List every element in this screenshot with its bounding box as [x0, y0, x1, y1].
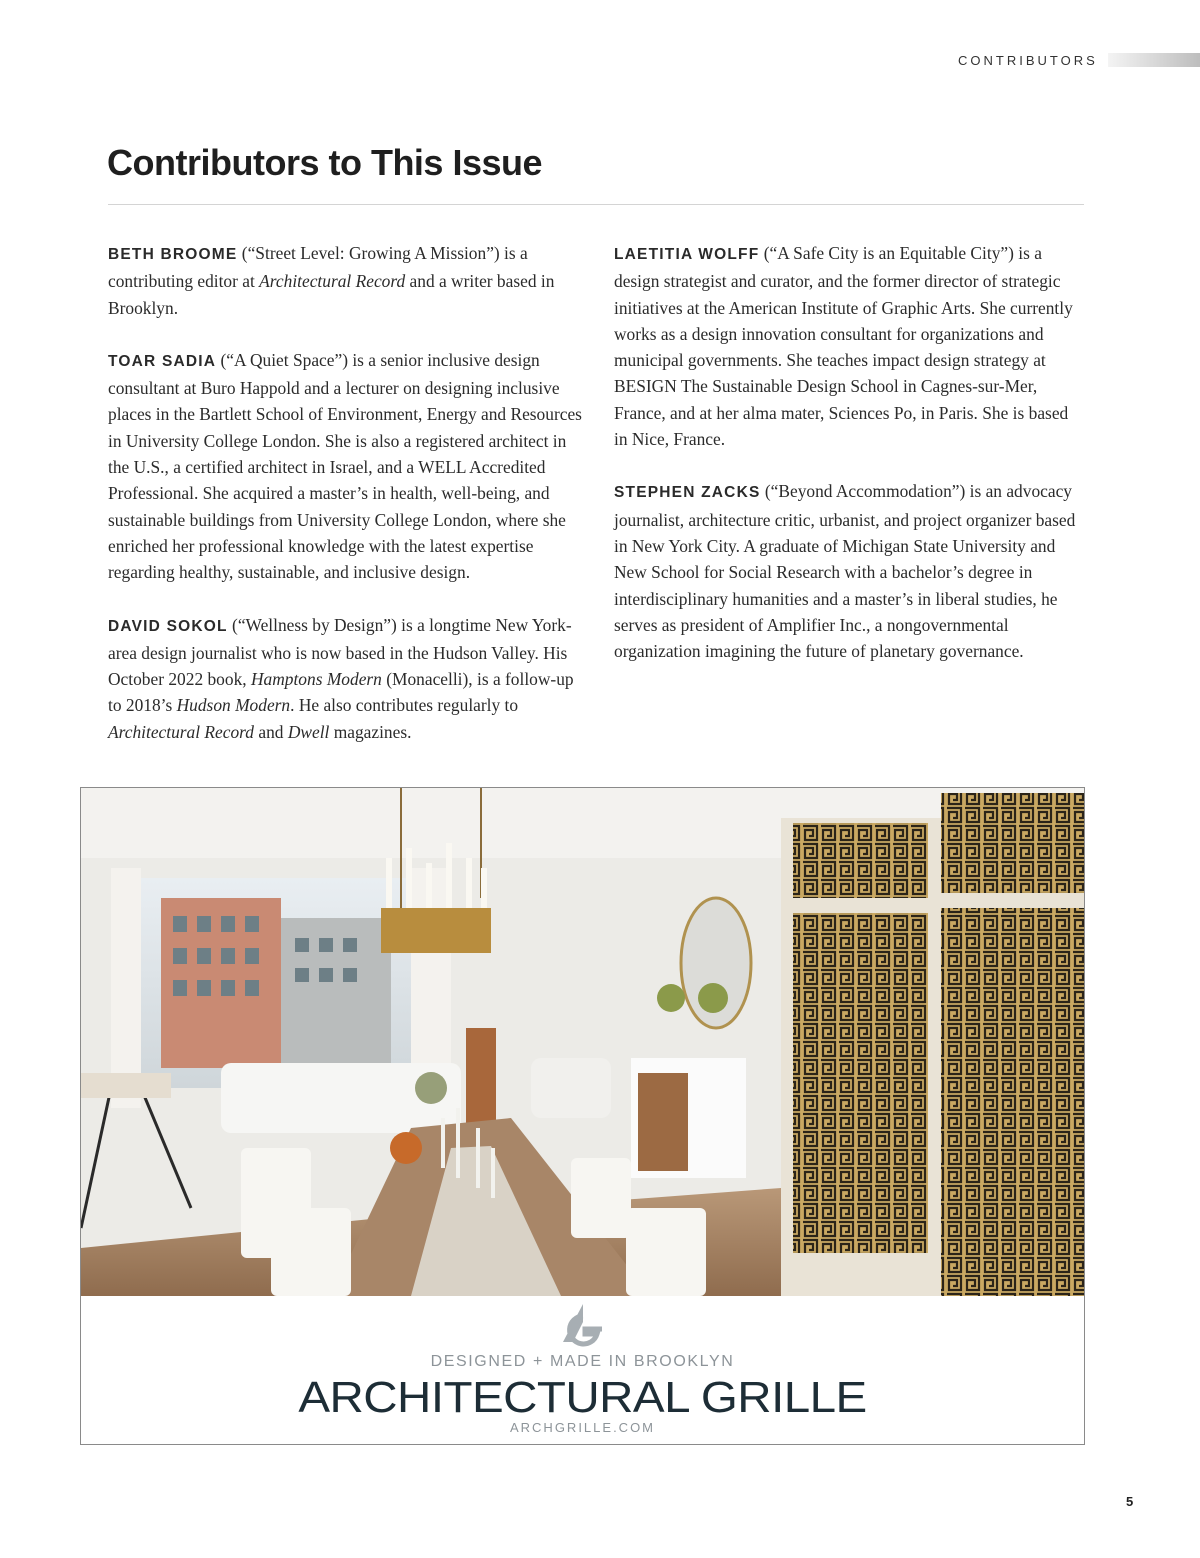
running-head-bar [1108, 53, 1200, 67]
bio-text: . He also contributes regularly to [290, 695, 519, 716]
ad-brand-name: ARCHITECTURAL GRILLE [298, 1373, 867, 1422]
left-column [108, 240, 584, 771]
ad-url-link[interactable]: ARCHGRILLE.COM [509, 1420, 656, 1435]
bio-text: (Monacelli), is a follow-up to 2018’s [108, 669, 574, 716]
contributor-name: DAVID SOKOL [108, 617, 228, 635]
bio-text: (“Street Level: Growing A Mission”) is a contributing editor at [108, 243, 528, 292]
bio-text: (“Wellness by Design”) is a longtime New York-area design journalist who is now based in the Hudson Valley. His October 2022 book, [108, 614, 572, 690]
bio-stephen-zacks [614, 478, 1084, 664]
bio-text: (“A Safe City is an Equitable City”) is a design strategist and curator, and the former director of strategic initiatives at the American Institute of Graphic Arts. She currently works as a design innovation consultant for organizations and municipal governments. She teaches impact design strategy at BESIGN The Sustainable Design School in Cagnes-sur-Mer, France, and at her alma mater, Sciences Po, in Paris. She is based in Nice, France. [614, 243, 1073, 450]
bio-text: and a writer based in Brooklyn. [108, 271, 555, 318]
ad-tagline: DESIGNED + MADE IN BROOKLYN [430, 1353, 735, 1370]
book-title: Hamptons Modern [250, 669, 382, 690]
architectural-grille-logo [559, 1302, 607, 1350]
bio-laetitia-wolff [614, 240, 1084, 452]
bio-toar-sadia [108, 347, 584, 586]
publication-title: Architectural Record [108, 721, 255, 742]
contributor-name: LAETITIA WOLFF [614, 246, 760, 263]
page-number: 5 [1126, 1494, 1134, 1509]
publication-title: Dwell [287, 721, 330, 742]
bio-text: (“A Quiet Space”) is a senior inclusive design consultant at Buro Happold and a lecturer on designing inclusive places in the Bartlett School of Environment, Energy and Resources in University College London. She is also a registered architect in the U.S., a certified architect in Israel, and a WELL Accredited Professional. She acquired a master’s in health, well-being, and sustainable buildings from University College London, where she enriched her professional knowledge with the latest expertise regarding healthy, sustainable, and inclusive design. [108, 349, 582, 583]
publication-title: Architectural Record [259, 271, 406, 292]
running-head: CONTRIBUTORS [958, 53, 1098, 68]
contributor-name: TOAR SADIA [108, 352, 217, 370]
bio-text: magazines. [329, 721, 412, 742]
page-title: Contributors to This Issue [107, 142, 543, 183]
bio-beth-broome [108, 240, 584, 321]
book-title: Hudson Modern [176, 695, 291, 716]
bio-text: and [254, 721, 288, 742]
contributor-name: BETH BROOME [108, 246, 238, 263]
right-column [614, 240, 1084, 690]
advertisement-architectural-grille[interactable] [80, 787, 1085, 1445]
bio-david-sokol [108, 612, 584, 745]
interior-photo [81, 788, 1084, 1296]
title-divider [108, 204, 1084, 205]
contributor-name: STEPHEN ZACKS [614, 484, 761, 502]
bio-text: (“Beyond Accommodation”) is an advocacy journalist, architecture critic, urbanist, and project organizer based in New York City. A graduate of Michigan State University and New School for Social Research with a bachelor’s degree in interdisciplinary humanities and a master’s in liberal studies, he serves as president of Amplifier Inc., a nongovernmental organization imagining the future of planetary governance. [614, 481, 1076, 662]
